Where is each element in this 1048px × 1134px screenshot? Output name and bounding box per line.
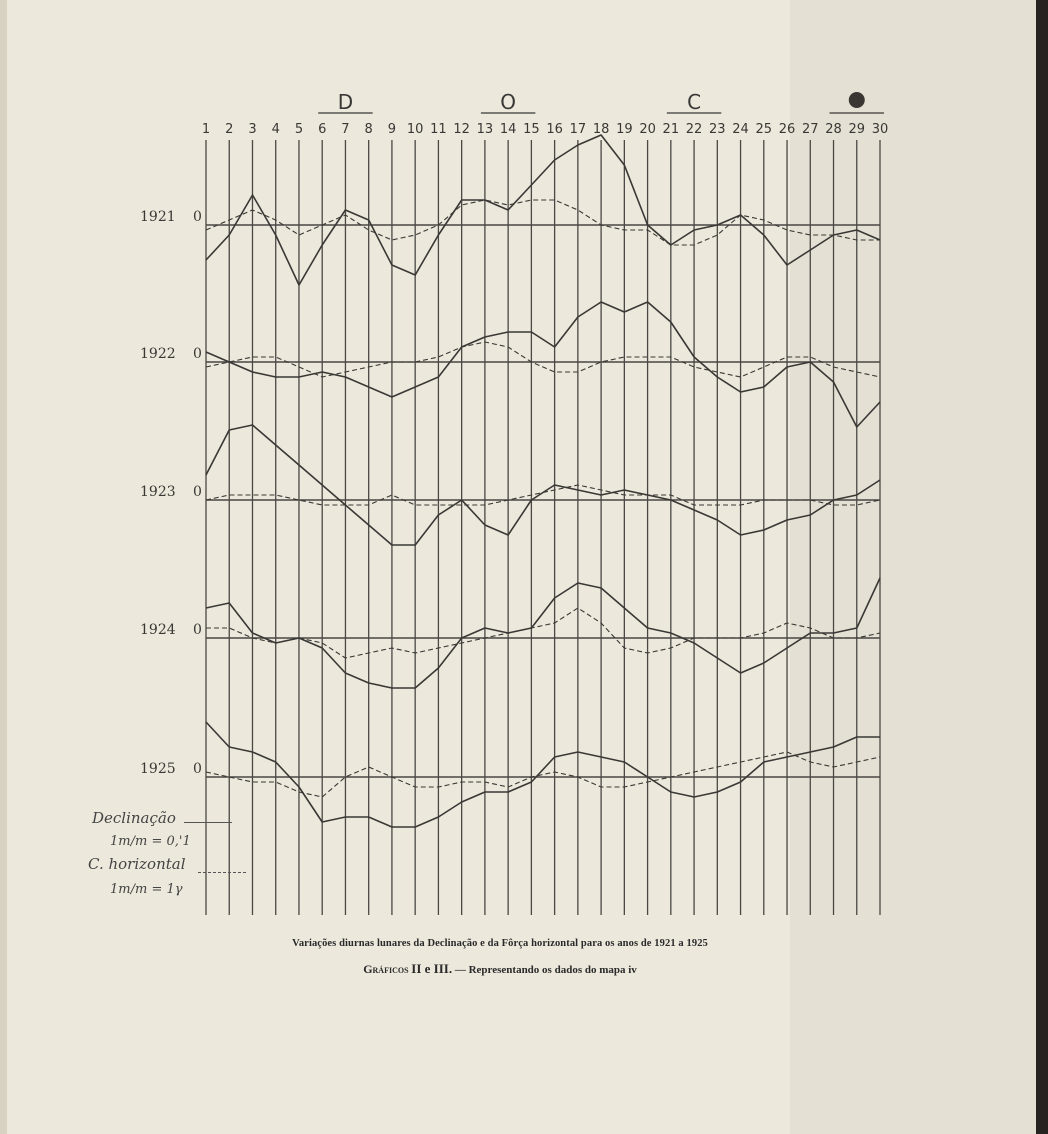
legend-declination	[92, 808, 176, 827]
series-declination-1922	[206, 302, 880, 427]
zero-label-1923: 0	[193, 484, 202, 500]
caption-graphs-label: Gráficos	[363, 962, 409, 976]
day-tick-label-28: 28	[825, 122, 842, 137]
day-tick-label-12: 12	[453, 122, 470, 137]
day-tick-label-11: 11	[430, 122, 447, 137]
legend-declination-label: Declinação	[92, 809, 176, 827]
day-tick-label-8: 8	[364, 122, 373, 137]
figure-caption	[150, 938, 850, 977]
zero-label-1922: 0	[193, 346, 202, 362]
day-tick-label-19: 19	[616, 122, 633, 137]
series-declination-1924	[206, 578, 880, 688]
series-horizontal_force-1924	[206, 608, 880, 658]
legend-horizontal	[88, 854, 186, 873]
caption-subtitle-rest: — Representando os dados do mapa iv	[454, 964, 637, 976]
year-label-1923: 1923	[140, 484, 176, 500]
day-tick-label-17: 17	[569, 122, 587, 137]
day-tick-label-1: 1	[201, 122, 211, 137]
day-tick-label-18: 18	[592, 122, 610, 137]
day-tick-label-15: 15	[523, 122, 540, 137]
day-tick-label-21: 21	[662, 122, 680, 137]
legend-declination-scale: 1m/m = 0,'1	[110, 834, 191, 849]
day-tick-label-4: 4	[271, 122, 280, 137]
year-panel-1925	[140, 722, 880, 827]
legend-solid-line	[184, 822, 232, 823]
day-tick-label-27: 27	[802, 122, 819, 137]
year-label-1924: 1924	[140, 622, 176, 638]
day-tick-label-14: 14	[499, 122, 517, 137]
day-tick-label-30: 30	[871, 122, 889, 137]
moon-phase-icon: O	[500, 90, 517, 114]
year-panels	[140, 135, 880, 827]
series-declination-1923	[206, 425, 880, 545]
series-declination-1921	[206, 135, 880, 285]
moon-phase-icon: C	[687, 90, 702, 114]
day-tick-label-29: 29	[848, 122, 866, 137]
series-horizontal_force-1923	[206, 485, 880, 505]
series-declination-1925	[206, 722, 880, 827]
year-panel-1924	[140, 578, 880, 688]
zero-label-1925: 0	[193, 761, 202, 777]
day-tick-label-25: 25	[755, 122, 773, 137]
day-tick-label-23: 23	[709, 122, 726, 137]
day-tick-label-6: 6	[318, 122, 327, 137]
year-panel-1923	[140, 425, 880, 545]
legend-horizontal-scale: 1m/m = 1γ	[110, 882, 183, 897]
day-tick-label-7: 7	[341, 122, 350, 137]
day-tick-label-2: 2	[225, 122, 234, 137]
legend-horizontal-scale-wrap	[110, 878, 183, 897]
day-tick-labels	[202, 122, 888, 137]
moon-phase-symbols	[318, 90, 884, 114]
legend-declination-scale-wrap	[110, 830, 191, 849]
year-label-1925: 1925	[140, 761, 176, 777]
new-moon-icon	[849, 92, 865, 108]
day-tick-label-5: 5	[294, 122, 304, 137]
year-label-1922: 1922	[140, 346, 176, 362]
zero-label-1921: 0	[193, 209, 202, 225]
day-tick-label-13: 13	[476, 122, 494, 137]
day-tick-label-20: 20	[639, 122, 656, 137]
day-tick-label-10: 10	[406, 122, 424, 137]
caption-title: Variações diurnas lunares da Declinação e da Fôrça horizontal para os anos de 1921 a 1925	[292, 938, 708, 949]
day-tick-label-16: 16	[546, 122, 563, 137]
legend-dashed-line	[198, 872, 246, 873]
series-horizontal_force-1922	[206, 342, 880, 377]
day-tick-label-26: 26	[778, 122, 796, 137]
day-tick-label-3: 3	[248, 122, 257, 137]
year-panel-1922	[140, 302, 880, 427]
year-panel-1921	[140, 135, 880, 285]
day-tick-label-24: 24	[732, 122, 749, 137]
legend-horizontal-label: C. horizontal	[88, 855, 186, 873]
caption-graphs-numbers: II e III.	[411, 961, 453, 976]
day-tick-label-9: 9	[387, 122, 397, 137]
day-tick-label-22: 22	[685, 122, 703, 137]
zero-label-1924: 0	[193, 622, 202, 638]
moon-phase-icon: D	[337, 90, 354, 114]
caption-subtitle	[150, 961, 850, 977]
year-label-1921: 1921	[140, 209, 176, 225]
series-horizontal_force-1921	[206, 200, 880, 245]
